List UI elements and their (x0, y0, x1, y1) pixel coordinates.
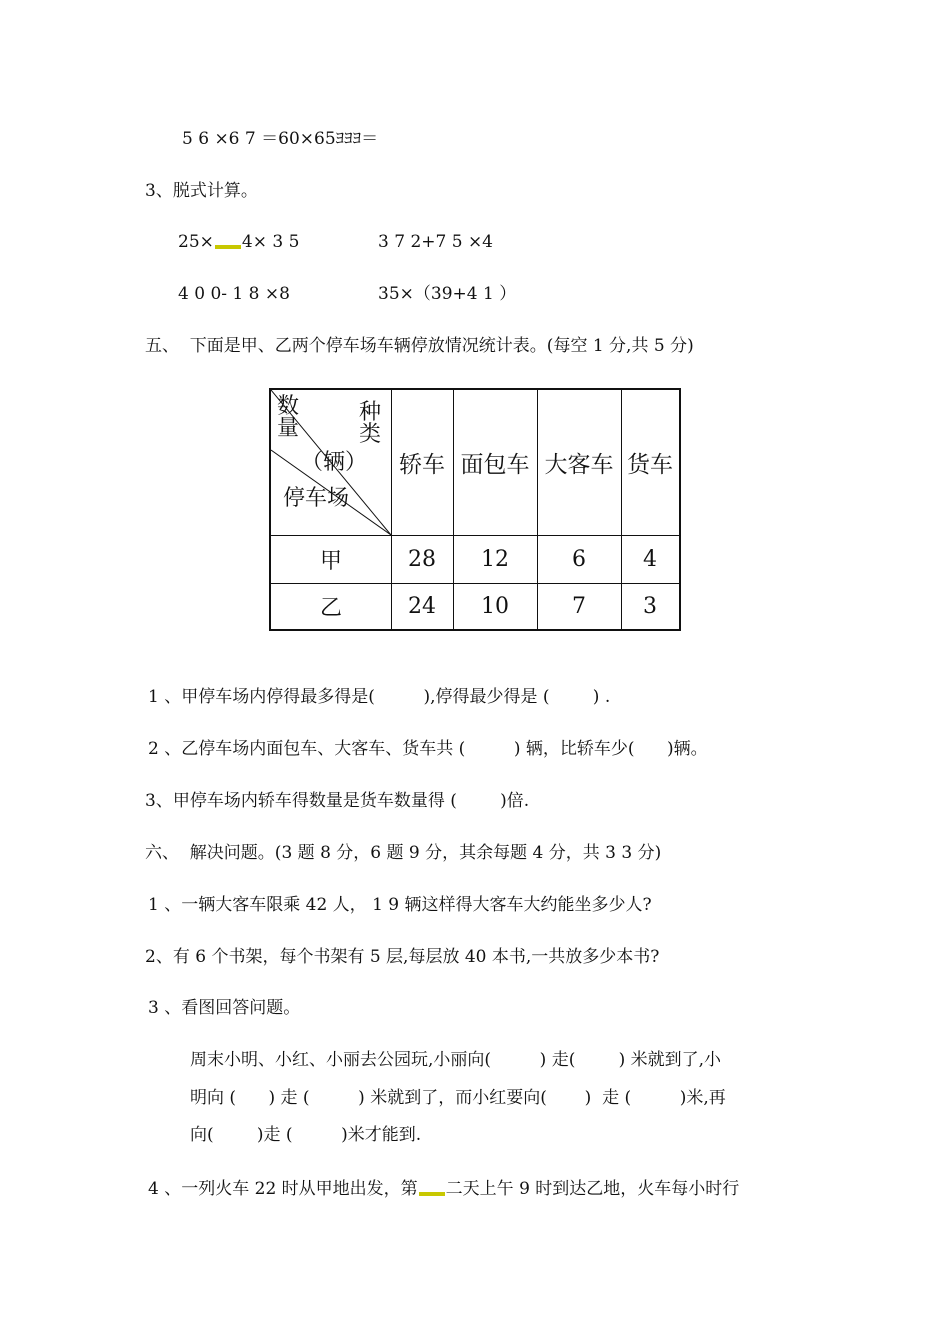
section-6-title: 六、 解决问题。(3 题 8 分，6 题 9 分，其余每题 4 分，共 3 3 分) (145, 843, 662, 863)
row-label-yi: 乙 (319, 595, 342, 621)
s5-question-2: 2 、乙停车场内面包车、大客车、货车共 ( ) 辆，比轿车少( )辆。 (148, 739, 708, 759)
col-header-van: 面包车 (460, 452, 530, 478)
col-header-bus: 大客车 (544, 452, 614, 478)
header-lot-label: 停车场 (283, 486, 350, 511)
calc-c: 4 0 0- 1 8 ×8 (178, 284, 290, 304)
s6-question-3: 3 、看图回答问题。 (148, 998, 301, 1018)
s6-q3-paragraph-line-3: 向( )走 ( )米才能到. (190, 1125, 422, 1145)
header-unit-label: （辆） (301, 450, 368, 475)
header-quantity-label: 数量 (277, 394, 300, 441)
calc-a-part1: 25× (178, 232, 214, 252)
cell-jia-bus: 6 (572, 546, 586, 572)
cell-jia-sedan: 28 (408, 546, 436, 572)
cell-jia-truck: 4 (643, 546, 657, 572)
cell-yi-sedan: 24 (408, 593, 436, 619)
row-label-jia: 甲 (319, 548, 342, 574)
col-header-sedan: 轿车 (399, 452, 445, 478)
s6-question-4 (148, 1178, 739, 1200)
s6-q3-paragraph-line-2: 明向 ( ) 走 ( ) 米就到了，而小红要向( ) 走 ( )米,再 (190, 1088, 726, 1108)
cell-yi-truck: 3 (643, 593, 657, 619)
s6-q4-part2: 二天上午 9 时到达乙地，火车每小时行 (445, 1179, 740, 1199)
s6-q4-part1: 4 、一列火车 22 时从甲地出发，第 (148, 1179, 418, 1199)
calc-a-part2: 4× 3 5 (241, 232, 300, 252)
section-5-title: 五、 下面是甲、乙两个停车场车辆停放情况统计表。(每空 1 分,共 5 分) (145, 336, 694, 356)
parking-stats-table (269, 388, 681, 631)
s6-q3-paragraph-line-1: 周末小明、小红、小丽去公园玩,小丽向( ) 走( ) 米就到了,小 (190, 1050, 722, 1070)
s5-question-1: 1 、甲停车场内停得最多得是( ),停得最少得是 ( ) . (148, 687, 611, 707)
highlight-mark (419, 1192, 445, 1196)
col-header-truck: 货车 (627, 452, 673, 478)
equation-line: 5 6 ×6 7 ＝60×65ﾖﾖﾖ＝ (182, 129, 379, 149)
cell-yi-bus: 7 (572, 593, 586, 619)
header-kind-label: 种类 (359, 400, 382, 447)
calc-b: 3 7 2+7 5 ×4 (378, 232, 493, 252)
s6-question-1: 1 、一辆大客车限乘 42 人， 1 9 辆这样得大客车大约能坐多少人? (148, 895, 652, 915)
s5-question-3: 3、甲停车场内轿车得数量是货车数量得 ( )倍. (145, 791, 530, 811)
q3-title: 3、脱式计算。 (145, 181, 258, 201)
cell-yi-van: 10 (481, 593, 509, 619)
s6-question-2: 2、有 6 个书架，每个书架有 5 层,每层放 40 本书,一共放多少本书? (145, 947, 660, 967)
highlight-mark (215, 245, 241, 249)
cell-jia-van: 12 (481, 546, 509, 572)
calc-a (178, 231, 299, 253)
calc-d: 35×（39+4 1 ） (378, 284, 517, 304)
